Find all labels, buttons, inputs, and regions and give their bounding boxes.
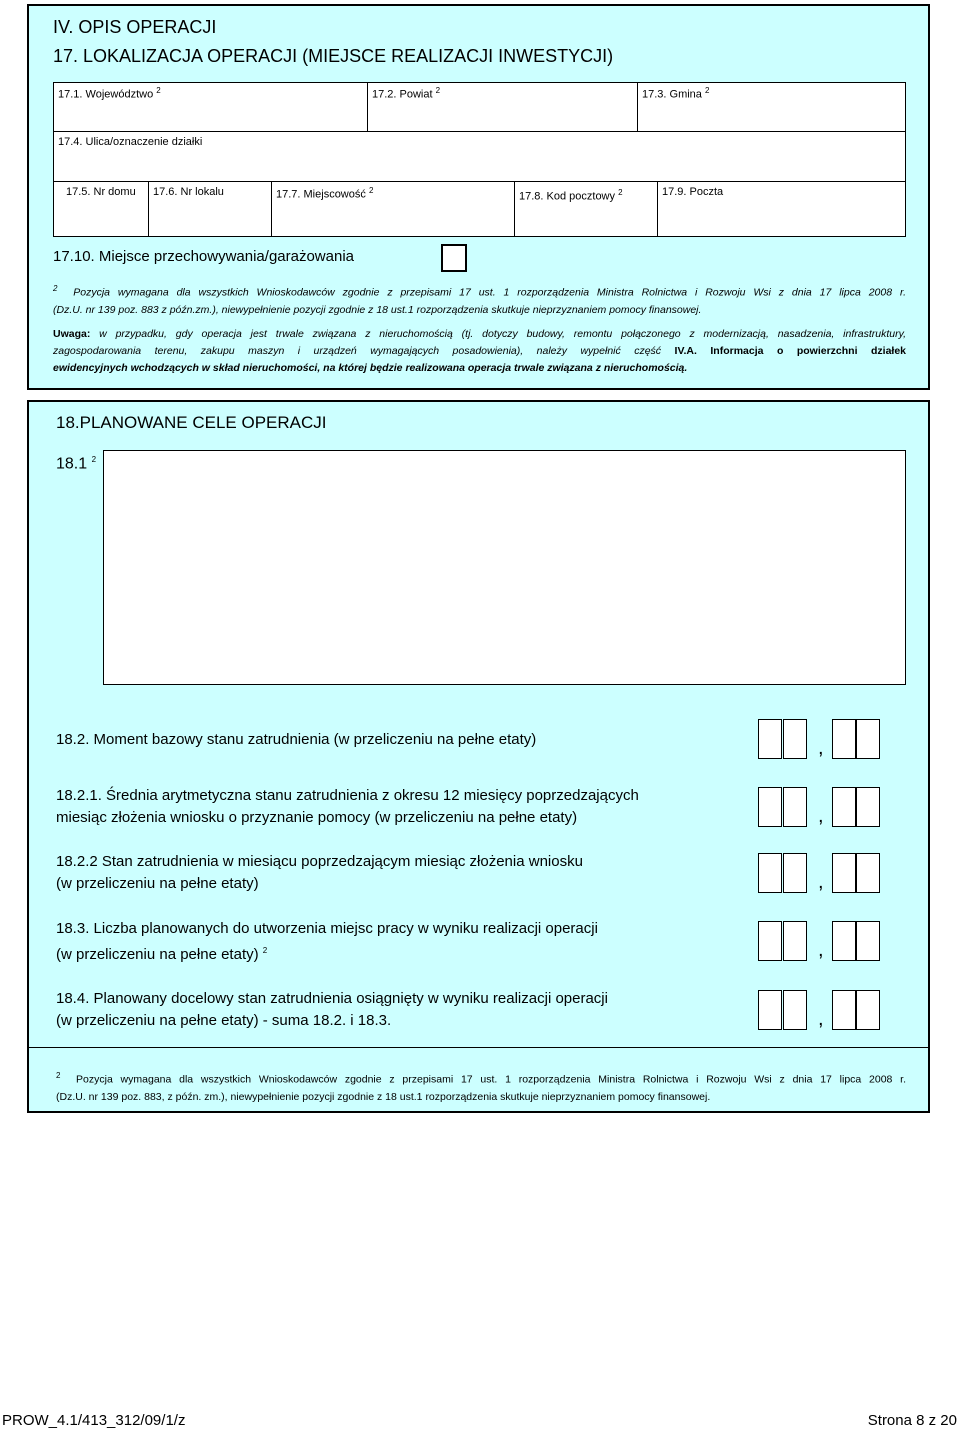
digit-cell[interactable] (832, 719, 856, 759)
field-ulica[interactable]: 17.4. Ulica/oznaczenie działki (58, 136, 203, 148)
digit-cell[interactable] (856, 719, 880, 759)
digit-cell[interactable] (856, 787, 880, 827)
divider (29, 1047, 928, 1048)
q-18-2: 18.2. Moment bazowy stanu zatrudnienia (w przeliczeniu na pełne etaty) (56, 731, 537, 748)
digit-cell[interactable] (856, 990, 880, 1030)
q-18-2-1: 18.2.1. Średnia arytmetyczna stanu zatrudnienia z okresu 12 miesięcy poprzedzających miesiąc złożenia wniosku o przyznanie pomocy (w przeliczeniu na pełne etaty) (56, 787, 639, 826)
section-17-title: 17. LOKALIZACJA OPERACJI (MIEJSCE REALIZACJI INWESTYCJI) (53, 46, 614, 66)
footnote-17: $^2$ Pozycja wymagana dla wszystkich Wnioskodawców zgodnie z przepisami 17 ust. 1 rozporządzenia Ministra Rolnictwa i Rozwoju Wsi z dnia 17 lipca 2008 r. (Dz.U. nr 139 poz. 883 z późn.zm.), niewypełnienie pozycji zgodnie z 18 ust.1 rozporządzenia skutkuje nieprzyznaniem pomocy finansowej. (53, 284, 906, 316)
digit-cell[interactable] (783, 787, 807, 827)
digit-cell[interactable] (758, 921, 782, 961)
q-18-2-2: 18.2.2 Stan zatrudnienia w miesiącu poprzedzającym miesiąc złożenia wniosku (w przeliczeniu na pełne etaty) (56, 853, 583, 892)
digit-cell[interactable] (832, 990, 856, 1030)
field-powiat[interactable]: 17.2. Powiat $^2$ (372, 86, 441, 101)
digit-cell[interactable] (758, 719, 782, 759)
digit-cell[interactable] (758, 853, 782, 893)
miejsce-checkbox[interactable] (441, 244, 467, 272)
footnote-18: $^2$ Pozycja wymagana dla wszystkich Wnioskodawców zgodnie z przepisami 17 ust. 1 rozporządzenia Ministra Rolnictwa i Rozwoju Wsi z dnia 17 lipca 2008 r. (Dz.U. nr 139 poz. 883, z późn. zm.), niewypełnienie pozycji zgodnie z 18 ust.1 rozporządzenia skutkuje nieprzyznaniem pomocy finansowej. (56, 1071, 906, 1103)
digit-cell[interactable] (832, 921, 856, 961)
decimal-comma: , (818, 871, 824, 893)
digit-cell[interactable] (832, 787, 856, 827)
field-18-1-label: 18.1 $^2$ (56, 455, 97, 473)
digit-cell[interactable] (783, 990, 807, 1030)
digit-cell[interactable] (758, 990, 782, 1030)
decimal-comma: , (818, 737, 824, 759)
digit-cell[interactable] (832, 853, 856, 893)
doc-code: PROW_4.1/413_312/09/1/z (2, 1412, 186, 1429)
digit-cell[interactable] (783, 719, 807, 759)
q-18-4: 18.4. Planowany docelowy stan zatrudnienia osiągnięty w wyniku realizacji operacji (w przeliczeniu na pełne etaty) - suma 18.2. i 18.3. (56, 990, 608, 1029)
digit-cell[interactable] (783, 853, 807, 893)
digit-cell[interactable] (758, 787, 782, 827)
field-poczta[interactable]: 17.9. Poczta (662, 186, 724, 198)
digit-cell[interactable] (856, 853, 880, 893)
address-grid (53, 82, 906, 237)
field-miejsce-label: 17.10. Miejsce przechowywania/garażowania (53, 248, 354, 265)
decimal-comma: , (818, 1008, 824, 1030)
uwaga-note: Uwaga: w przypadku, gdy operacja jest trwale związana z nieruchomością (tj. dotyczy budowy, remontu połączonego z modernizacją, nasadzenia, infrastruktury, zagospodarowania terenu, zakupu maszyn i urządzeń wymagających posadowienia), należy wypełnić część IV.A. Informacja o powierzchni działek ewidencyjnych wchodzących w skład nieruchomości, na której będzie realizowana operacja trwale związana z nieruchomością. (53, 328, 907, 374)
field-gmina[interactable]: 17.3. Gmina $^2$ (642, 86, 710, 101)
digit-cell[interactable] (783, 921, 807, 961)
decimal-comma: , (818, 805, 824, 827)
field-miejscowosc[interactable]: 17.7. Miejscowość $^2$ (276, 186, 374, 201)
q-18-3: 18.3. Liczba planowanych do utworzenia miejsc pracy w wyniku realizacji operacji (w przeliczeniu na pełne etaty) $^2$ (56, 920, 598, 963)
field-kod-pocztowy[interactable]: 17.8. Kod pocztowy $^2$ (519, 188, 623, 203)
section-iv-title: IV. OPIS OPERACJI (53, 17, 217, 37)
field-18-1-textarea[interactable] (103, 450, 906, 685)
digit-cell[interactable] (856, 921, 880, 961)
field-nr-domu[interactable]: 17.5. Nr domu (66, 186, 136, 198)
field-nr-lokalu[interactable]: 17.6. Nr lokalu (153, 186, 224, 198)
section-18-title: 18.PLANOWANE CELE OPERACJI (56, 413, 327, 432)
decimal-comma: , (818, 939, 824, 961)
field-wojewodztwo[interactable]: 17.1. Województwo $^2$ (58, 86, 161, 101)
page-number: Strona 8 z 20 (867, 1412, 957, 1429)
